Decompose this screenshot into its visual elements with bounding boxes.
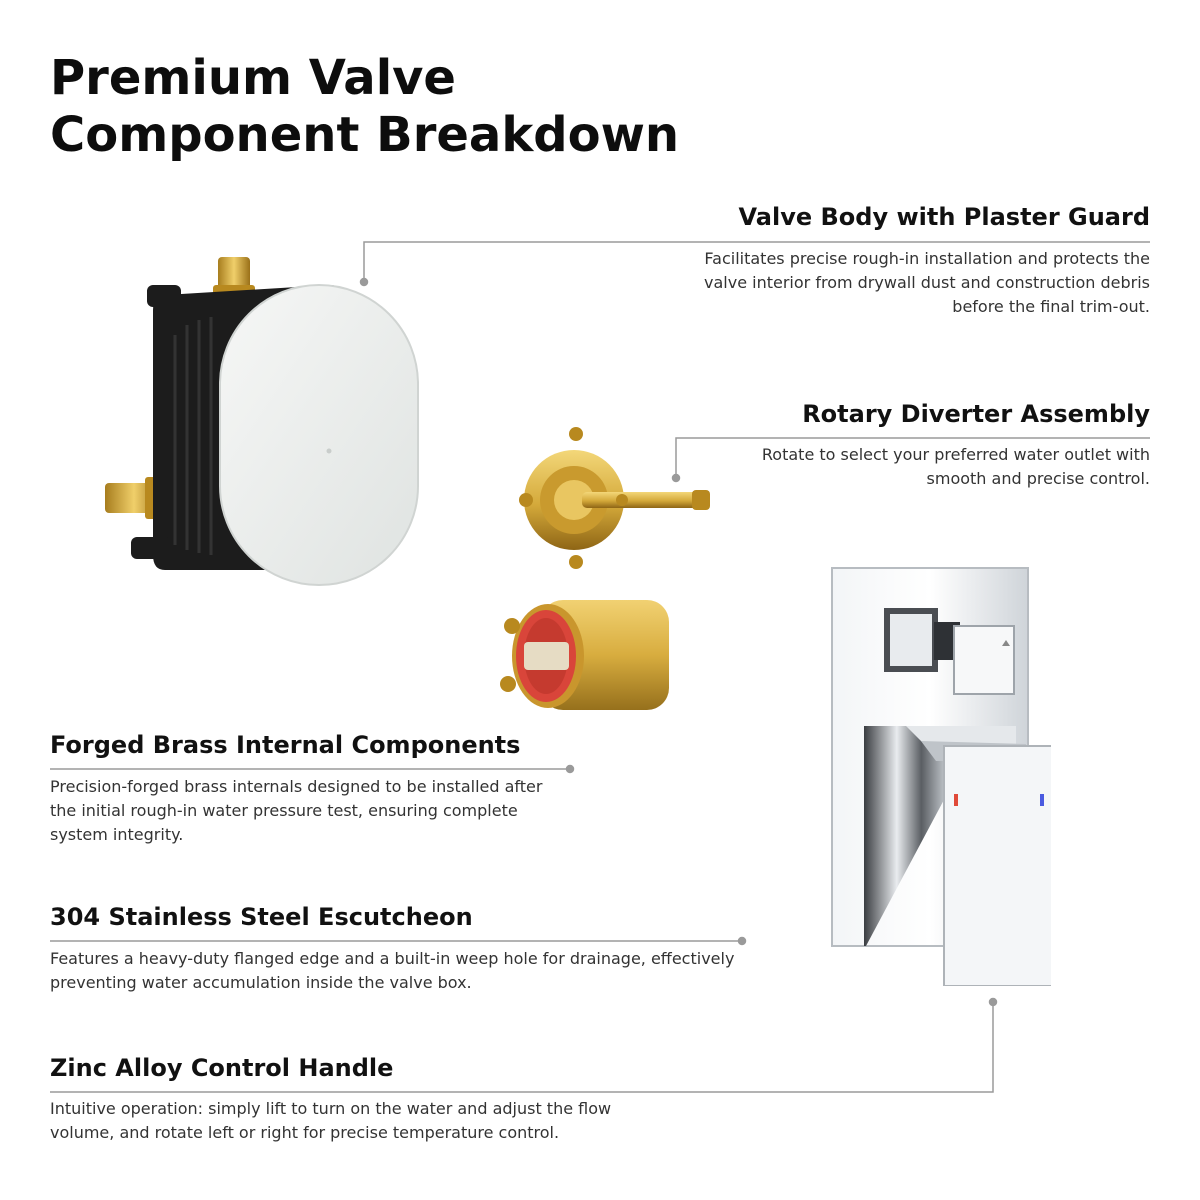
title-line-1: Premium Valve xyxy=(50,50,456,106)
rotary-diverter-illustration xyxy=(512,422,717,572)
escutcheon-text: Features a heavy-duty flanged edge and a built-in weep hole for drainage, effectively preventing water accumulation inside the valve box. xyxy=(50,949,735,992)
rotary-diverter-heading: Rotary Diverter Assembly xyxy=(802,400,1150,428)
escutcheon-heading: 304 Stainless Steel Escutcheon xyxy=(50,903,473,931)
valve-body-illustration xyxy=(95,245,425,590)
title-line-2: Component Breakdown xyxy=(50,107,680,163)
forged-brass-heading: Forged Brass Internal Components xyxy=(50,731,521,759)
control-handle-heading: Zinc Alloy Control Handle xyxy=(50,1054,394,1082)
forged-brass-illustration xyxy=(486,592,671,717)
escutcheon-illustration xyxy=(826,566,1051,986)
forged-brass-text: Precision-forged brass internals designed to be installed after the initial rough-in water pressure test, ensuring complete system integrity. xyxy=(50,777,543,844)
valve-body-text: Facilitates precise rough-in installation and protects the valve interior from drywall dust and construction debris before the final trim-out. xyxy=(704,249,1150,316)
valve-body-heading: Valve Body with Plaster Guard xyxy=(738,203,1150,231)
control-handle-text: Intuitive operation: simply lift to turn on the water and adjust the flow volume, and rotate left or right for precise temperature control. xyxy=(50,1099,612,1142)
rotary-diverter-text: Rotate to select your preferred water outlet with smooth and precise control. xyxy=(761,445,1150,488)
